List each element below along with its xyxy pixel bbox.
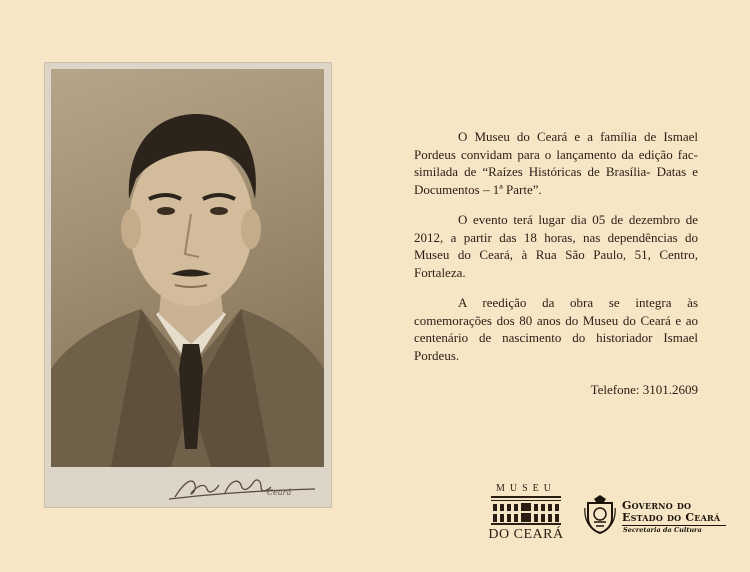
portrait-illustration bbox=[51, 69, 324, 467]
portrait-photo-mount bbox=[44, 62, 332, 508]
governo-line-2: Estado do Ceará bbox=[622, 511, 721, 524]
museu-logo-bottom: DO CEARÁ bbox=[488, 527, 564, 542]
invitation-text bbox=[414, 128, 698, 377]
phone-number: Telefone: 3101.2609 bbox=[590, 382, 698, 397]
governo-ceara-logo-text bbox=[622, 500, 746, 535]
portrait-photo bbox=[51, 69, 324, 467]
museum-building-icon bbox=[490, 496, 562, 526]
signature-place: Ceará bbox=[267, 488, 292, 497]
invitation-paragraph-3: A reedição da obra se integra às comemorações dos 80 anos do Museu do Ceará e ao centenário de nascimento do historiador Ismael Pordeus. bbox=[414, 295, 698, 363]
museu-do-ceara-logo bbox=[486, 483, 566, 551]
state-crest-icon bbox=[584, 494, 616, 534]
invitation-paragraph-1: O Museu do Ceará e a família de Ismael Pordeus convidam para o lançamento da edição fac-similada de “Raízes Históricas de Brasília- Datas e Documentos – 1ª Parte”. bbox=[414, 129, 698, 197]
governo-subtitle: Secretaria da Cultura bbox=[622, 525, 726, 535]
signature-scribble-icon bbox=[165, 471, 325, 505]
invitation-paragraph-2: O evento terá lugar dia 05 de dezembro de 2012, a partir das 18 horas, nas dependências do Museu do Ceará, à Rua São Paulo, 51, Centro, Fortaleza. bbox=[414, 212, 698, 280]
governo-line-1: Governo do bbox=[622, 499, 692, 512]
museu-logo-top: MUSEU bbox=[495, 483, 556, 494]
signature bbox=[165, 471, 325, 505]
